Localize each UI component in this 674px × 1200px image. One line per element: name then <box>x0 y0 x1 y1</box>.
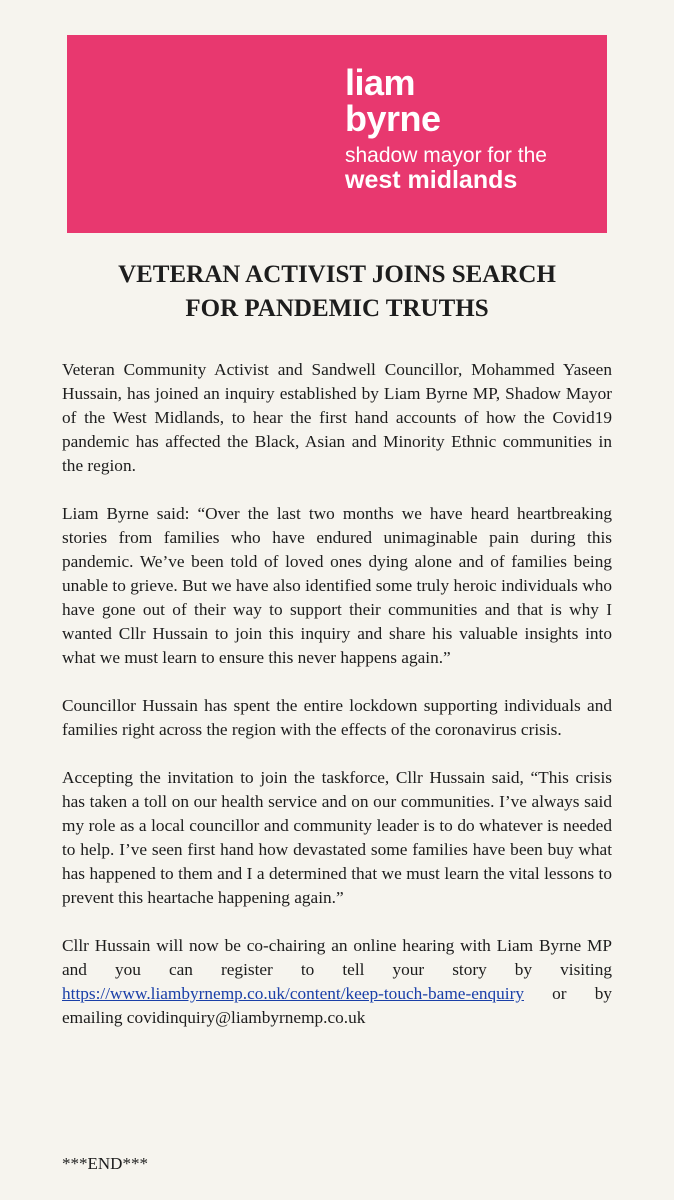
logo-line-name-last: byrne <box>345 98 441 139</box>
liam-byrne-logo <box>345 62 547 194</box>
logo-line-name-first: liam <box>345 62 416 103</box>
register-text-before: Cllr Hussain will now be co-chairing an online hearing with Liam Byrne MP and you can register to tell your story by visiting <box>62 936 612 979</box>
headline-line-2: FOR PANDEMIC TRUTHS <box>185 295 489 322</box>
headline <box>40 258 634 326</box>
paragraph-register <box>62 934 612 1030</box>
logo-banner <box>67 35 607 233</box>
paragraph-intro: Veteran Community Activist and Sandwell Councillor, Mohammed Yaseen Hussain, has joined an inquiry established by Liam Byrne MP, Shadow Mayor of the West Midlands, to hear the first hand accounts of how the Covid19 pandemic has affected the Black, Asian and Minority Ethnic communities in the region. <box>62 360 612 475</box>
logo-line-role: shadow mayor for the <box>345 144 547 167</box>
article-body <box>62 358 612 1054</box>
paragraph-quote-hussain: Accepting the invitation to join the taskforce, Cllr Hussain said, “This crisis has taken a toll on our health service and on our communities. I’ve always said my role as a local councillor and community leader is to do whatever is needed to help. I’ve seen first hand how devastated some families have been buy what has happened to them and I a determined that we must learn the vital lessons to prevent this heartache happening again.” <box>62 768 612 907</box>
paragraph-lockdown: Councillor Hussain has spent the entire lockdown supporting individuals and families right across the region with the effects of the coronavirus crisis. <box>62 696 612 739</box>
end-marker: ***END*** <box>62 1154 148 1173</box>
register-text-after: or by emailing covidinquiry@liambyrnemp.co.uk <box>62 984 612 1027</box>
headline-line-1: VETERAN ACTIVIST JOINS SEARCH <box>118 261 556 288</box>
paragraph-quote-byrne: Liam Byrne said: “Over the last two months we have heard heartbreaking stories from families who have endured unimaginable pain during this pandemic. We’ve been told of loved ones dying alone and of families being unable to grieve. But we have also identified some truly heroic individuals who have gone out of their way to support their communities and that is why I wanted Cllr Hussain to join this inquiry and share his valuable insights into what we must learn to ensure this never happens again.” <box>62 504 612 667</box>
inquiry-link[interactable]: https://www.liambyrnemp.co.uk/content/keep-touch-bame-enquiry <box>62 984 524 1003</box>
logo-line-region: west midlands <box>345 166 518 194</box>
